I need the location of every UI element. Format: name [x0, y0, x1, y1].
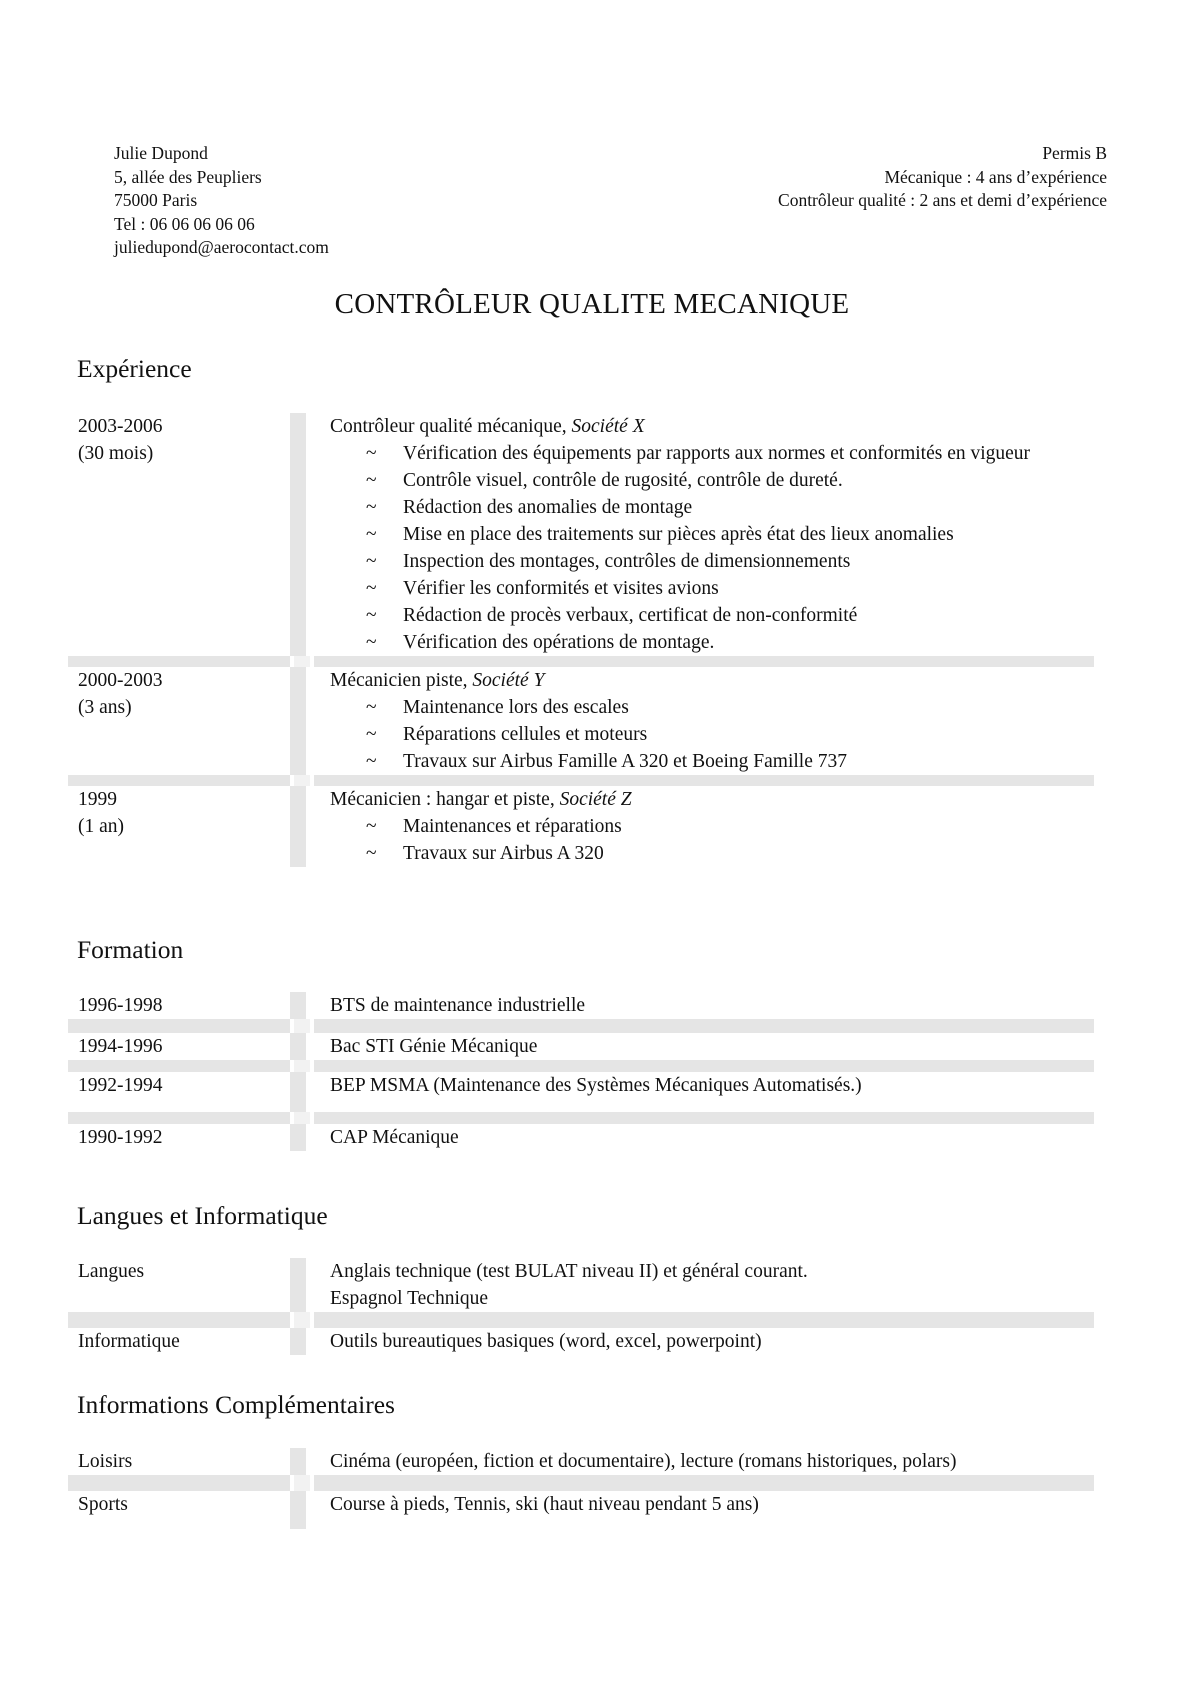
skill-row: [68, 1328, 1094, 1355]
info-details: Course à pieds, Tennis, ski (haut niveau pendant 5 ans): [330, 1494, 759, 1515]
table-divider: [290, 992, 306, 1019]
row-separator: [68, 775, 1094, 786]
formation-table: [68, 992, 1094, 1151]
formation-degree: Bac STI Génie Mécanique: [330, 1036, 538, 1057]
skill-label: Langues: [78, 1261, 145, 1282]
task-item: ~ Rédaction des anomalies de montage: [366, 497, 693, 518]
langues-table: [68, 1258, 1094, 1355]
task-item: ~ Contrôle visuel, contrôle de rugosité, contrôle de dureté.: [366, 470, 843, 491]
task-list: [330, 694, 1086, 775]
row-separator: [68, 1475, 1094, 1491]
contact-phone: Tel : 06 06 06 06 06: [114, 213, 255, 234]
contact-name: Julie Dupond: [114, 143, 208, 163]
summary-mechanic-experience: Mécanique : 4 ans d’expérience: [884, 166, 1107, 187]
experience-dates: [68, 413, 290, 656]
contact-city: 75000 Paris: [114, 190, 198, 210]
table-divider: [290, 1448, 306, 1475]
task-item: ~ Vérification des équipements par rapports aux normes et conformités en vigueur: [366, 443, 1031, 464]
row-separator: [68, 1112, 1094, 1124]
formation-row: [68, 1072, 1094, 1112]
job-company: Société Z: [559, 789, 632, 810]
task-item: ~ Rédaction de procès verbaux, certificat de non-conformité: [366, 605, 858, 626]
experience-period: 2000-2003: [78, 670, 163, 691]
table-divider: [290, 667, 306, 775]
section-title-langues: Langues et Informatique: [77, 1201, 328, 1230]
task-item: ~ Travaux sur Airbus A 320: [366, 843, 604, 864]
job-title: [330, 786, 1086, 813]
table-divider: [290, 1491, 306, 1529]
experience-table: [68, 413, 1094, 867]
formation-period: 1992-1994: [78, 1075, 163, 1096]
info-row: [68, 1491, 1094, 1529]
skill-line: Outils bureautiques basiques (word, excel, powerpoint): [330, 1331, 762, 1352]
formation-period: 1994-1996: [78, 1036, 163, 1057]
task-item: ~ Réparations cellules et moteurs: [366, 724, 648, 745]
skill-label: Informatique: [78, 1331, 180, 1352]
info-label: Loisirs: [78, 1451, 133, 1472]
experience-period: 2003-2006: [78, 416, 163, 437]
page-title: CONTRÔLEUR QUALITE MECANIQUE: [334, 288, 850, 320]
info-details: Cinéma (européen, fiction et documentaire), lecture (romans historiques, polars): [330, 1451, 957, 1472]
contact-address: 5, allée des Peupliers: [114, 166, 262, 187]
experience-details: [306, 667, 1094, 775]
formation-row: [68, 992, 1094, 1019]
skill-details: [306, 1258, 1094, 1312]
table-divider: [290, 1033, 306, 1060]
job-role: Mécanicien piste,: [330, 670, 473, 691]
experience-details: [306, 786, 1094, 867]
task-item: ~ Maintenances et réparations: [366, 816, 622, 837]
table-divider: [290, 1258, 306, 1312]
experience-details: [306, 413, 1094, 656]
formation-period: 1990-1992: [78, 1127, 163, 1148]
row-separator: [68, 1019, 1094, 1033]
job-role: Contrôleur qualité mécanique,: [330, 416, 572, 437]
formation-row: [68, 1033, 1094, 1060]
complementaires-table: [68, 1448, 1094, 1529]
section-title-experience: Expérience: [77, 354, 192, 383]
experience-duration: (1 an): [78, 816, 125, 837]
skill-line: Espagnol Technique: [330, 1288, 489, 1309]
row-separator: [68, 1312, 1094, 1328]
task-item: ~ Inspection des montages, contrôles de dimensionnements: [366, 551, 851, 572]
table-divider: [290, 1072, 306, 1112]
section-title-formation: Formation: [77, 935, 184, 964]
experience-period: 1999: [78, 789, 117, 810]
task-item: ~ Maintenance lors des escales: [366, 697, 629, 718]
table-divider: [290, 786, 306, 867]
task-list: [330, 440, 1086, 656]
experience-dates: [68, 667, 290, 775]
contact-email: juliedupond@aerocontact.com: [114, 237, 329, 257]
experience-row: [68, 786, 1094, 867]
job-company: Société Y: [472, 670, 545, 691]
table-divider: [290, 1124, 306, 1151]
task-item: ~ Vérification des opérations de montage.: [366, 632, 715, 653]
formation-degree: CAP Mécanique: [330, 1127, 459, 1148]
task-item: ~ Mise en place des traitements sur pièces après état des lieux anomalies: [366, 524, 954, 545]
skill-row: [68, 1258, 1094, 1312]
info-label: Sports: [78, 1494, 128, 1515]
skill-details: [306, 1328, 1094, 1355]
experience-duration: (3 ans): [78, 697, 132, 718]
task-item: ~ Vérifier les conformités et visites avions: [366, 578, 719, 599]
summary-quality-experience: Contrôleur qualité : 2 ans et demi d’expérience: [778, 190, 1107, 210]
contact-block: [114, 142, 329, 260]
experience-dates: [68, 786, 290, 867]
job-company: Société X: [571, 416, 645, 437]
job-title: [330, 413, 1086, 440]
section-title-complementaires: Informations Complémentaires: [77, 1390, 395, 1419]
row-separator: [68, 1060, 1094, 1072]
summary-block: [778, 142, 1107, 213]
table-divider: [290, 413, 306, 656]
skill-line: Anglais technique (test BULAT niveau II) et général courant.: [330, 1261, 808, 1282]
job-title: [330, 667, 1086, 694]
formation-degree: BTS de maintenance industrielle: [330, 995, 586, 1016]
experience-row: [68, 413, 1094, 656]
summary-license: Permis B: [1042, 143, 1107, 163]
info-row: [68, 1448, 1094, 1475]
formation-row: [68, 1124, 1094, 1151]
row-separator: [68, 656, 1094, 667]
experience-duration: (30 mois): [78, 443, 154, 464]
formation-degree: BEP MSMA (Maintenance des Systèmes Mécaniques Automatisés.): [330, 1075, 862, 1096]
experience-row: [68, 667, 1094, 775]
task-list: [330, 813, 1086, 867]
table-divider: [290, 1328, 306, 1355]
task-item: ~ Travaux sur Airbus Famille A 320 et Boeing Famille 737: [366, 751, 847, 772]
formation-period: 1996-1998: [78, 995, 163, 1016]
job-role: Mécanicien : hangar et piste,: [330, 789, 560, 810]
